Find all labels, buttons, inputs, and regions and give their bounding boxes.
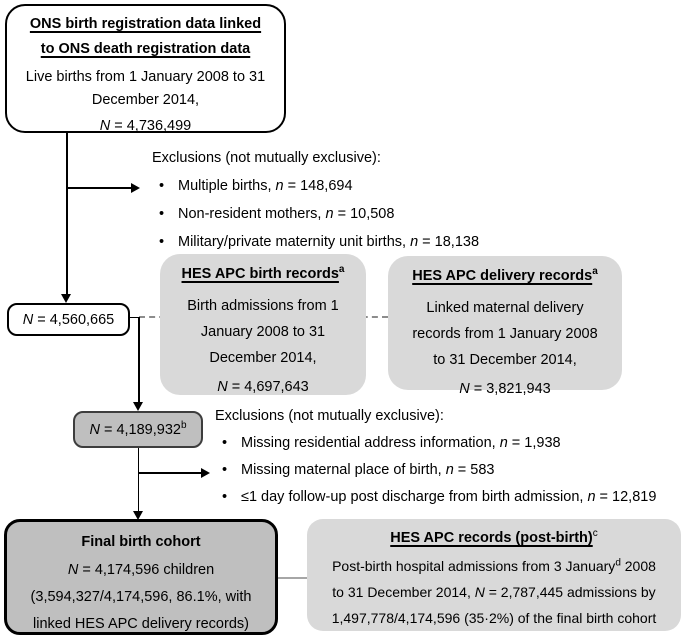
final-cohort-n-value — [7, 557, 275, 584]
bullet-icon: • — [222, 462, 228, 478]
hes-apc-post-birth-records-box — [307, 519, 681, 631]
hes-delivery-body-line-3: to 31 December 2014, — [433, 352, 577, 368]
n-symbol: N — [217, 379, 228, 395]
n-number: = 4,697,643 — [227, 379, 309, 395]
body-text: Post-birth hospital admissions from 3 January — [332, 558, 616, 574]
body-text: to 31 December 2014, — [332, 584, 475, 600]
footnote-marker: a — [592, 266, 598, 278]
exclusion-text — [178, 200, 394, 228]
body-text: = 2,787,445 admissions by — [484, 584, 656, 600]
hes-delivery-title — [388, 265, 622, 287]
ons-box-title-line-2: to ONS death registration data — [40, 41, 251, 57]
arrow-right-icon — [201, 468, 210, 478]
final-cohort-title: Final birth cohort — [81, 534, 201, 550]
exclusion-text — [241, 484, 656, 511]
ons-box-title-line-1: ONS birth registration data linked — [29, 16, 262, 32]
n-symbol: n — [499, 435, 508, 451]
hes-birth-n-value — [160, 375, 366, 399]
exclusion-text — [178, 172, 353, 200]
n-symbol: n — [275, 178, 284, 194]
n-number: = 4,560,665 — [33, 311, 115, 328]
n-number: = 4,736,499 — [110, 118, 192, 134]
exclusion-count: = 10,508 — [333, 206, 395, 222]
n-symbol: n — [410, 234, 419, 250]
exclusions-1-header: Exclusions (not mutually exclusive): — [152, 150, 381, 166]
body-text: 2008 — [620, 558, 656, 574]
title-text: HES APC birth records — [181, 266, 339, 282]
arrow-down-icon — [61, 294, 71, 303]
bullet-icon: • — [159, 178, 165, 194]
list-item — [215, 484, 685, 511]
n-4189932-box — [73, 411, 203, 448]
list-item — [215, 457, 685, 484]
post-birth-body-line-3: 1,497,778/4,174,596 (35·2%) of the final birth cohort — [331, 610, 657, 626]
footnote-marker: a — [338, 264, 345, 276]
hes-delivery-body-line-1: Linked maternal delivery — [426, 300, 584, 316]
exclusion-count: = 18,138 — [418, 234, 480, 250]
exclusion-label: ≤1 day follow-up post discharge from birth admission, — [241, 489, 588, 505]
n-number: = 3,821,943 — [469, 381, 551, 397]
final-cohort-body-line-3: linked HES APC delivery records) — [33, 616, 249, 632]
footnote-marker: b — [180, 419, 187, 431]
ons-box-body-line-2: December 2014, — [91, 92, 200, 108]
n-symbol: N — [459, 381, 470, 397]
exclusion-text — [178, 228, 479, 256]
hes-birth-body-line-1: Birth admissions from 1 — [187, 298, 339, 314]
exclusion-label: Non-resident mothers, — [178, 206, 326, 222]
bullet-icon: • — [222, 435, 228, 451]
n-symbol: n — [325, 206, 334, 222]
post-birth-body-line-2 — [307, 579, 681, 605]
n-value — [23, 312, 115, 328]
title-text: HES APC records (post-birth) — [390, 530, 593, 546]
bullet-icon: • — [159, 234, 165, 250]
hes-birth-title — [160, 263, 366, 285]
n-number: = 4,189,932 — [99, 421, 181, 438]
hes-apc-birth-records-box — [160, 254, 366, 395]
exclusion-count: = 12,819 — [595, 489, 657, 505]
n-symbol: N — [99, 118, 111, 134]
n-symbol: n — [445, 462, 454, 478]
ons-box-body — [7, 66, 284, 112]
flow-line-exclusions-1-branch — [67, 187, 131, 189]
exclusion-text — [241, 430, 561, 457]
n-symbol: N — [89, 421, 100, 438]
n-symbol: N — [474, 584, 485, 600]
ons-birth-registration-box — [5, 4, 286, 133]
hes-birth-body-line-2: January 2008 to 31 — [200, 324, 326, 340]
arrow-down-icon — [133, 402, 143, 411]
exclusions-2-header: Exclusions (not mutually exclusive): — [215, 408, 444, 424]
n-symbol: n — [587, 489, 596, 505]
exclusion-label: Missing maternal place of birth, — [241, 462, 446, 478]
flow-line-n1-to-n2 — [138, 317, 140, 402]
bullet-icon: • — [159, 206, 165, 222]
post-birth-body-line-1 — [307, 553, 681, 579]
exclusions-list-2 — [215, 403, 685, 511]
n-symbol: N — [22, 311, 34, 328]
exclusion-count: = 148,694 — [283, 178, 353, 194]
exclusion-label: Missing residential address information, — [241, 435, 500, 451]
footnote-marker: c — [592, 528, 598, 540]
n-value — [89, 419, 187, 438]
list-item — [152, 200, 622, 228]
flow-line-n2-to-cohort — [138, 448, 140, 511]
exclusion-count: = 583 — [453, 462, 495, 478]
final-cohort-body-line-2: (3,594,327/4,174,596, 86.1%, with — [30, 589, 252, 605]
exclusion-text — [241, 457, 495, 484]
n-number: = 4,174,596 children — [78, 562, 215, 578]
hes-delivery-body-line-2: records from 1 January 2008 — [412, 326, 598, 342]
final-birth-cohort-box — [4, 519, 278, 635]
list-item — [215, 430, 685, 457]
hes-birth-body-line-3: December 2014, — [209, 350, 317, 366]
bullet-icon: • — [222, 489, 228, 505]
footnote-marker: d — [615, 557, 621, 569]
exclusion-label: Multiple births, — [178, 178, 276, 194]
exclusion-count: = 1,938 — [507, 435, 561, 451]
hes-delivery-n-value — [388, 377, 622, 401]
ons-box-n-value — [7, 115, 284, 138]
exclusion-label: Military/private maternity unit births, — [178, 234, 411, 250]
flow-line-exclusions-2-branch — [138, 472, 201, 474]
n-4560665-box — [7, 303, 130, 336]
hes-apc-delivery-records-box — [388, 256, 622, 397]
title-text: HES APC delivery records — [412, 268, 593, 284]
ons-box-body-line-1: Live births from 1 January 2008 to 31 — [25, 69, 266, 85]
exclusions-list-1 — [152, 144, 622, 256]
n-symbol: N — [67, 562, 79, 578]
arrow-right-icon — [131, 183, 140, 193]
list-item — [152, 172, 622, 200]
list-item — [152, 228, 622, 256]
flow-line-ons-to-n1 — [66, 133, 68, 294]
post-birth-title — [307, 526, 681, 550]
cohort-to-postbirth-link-line — [277, 577, 308, 579]
